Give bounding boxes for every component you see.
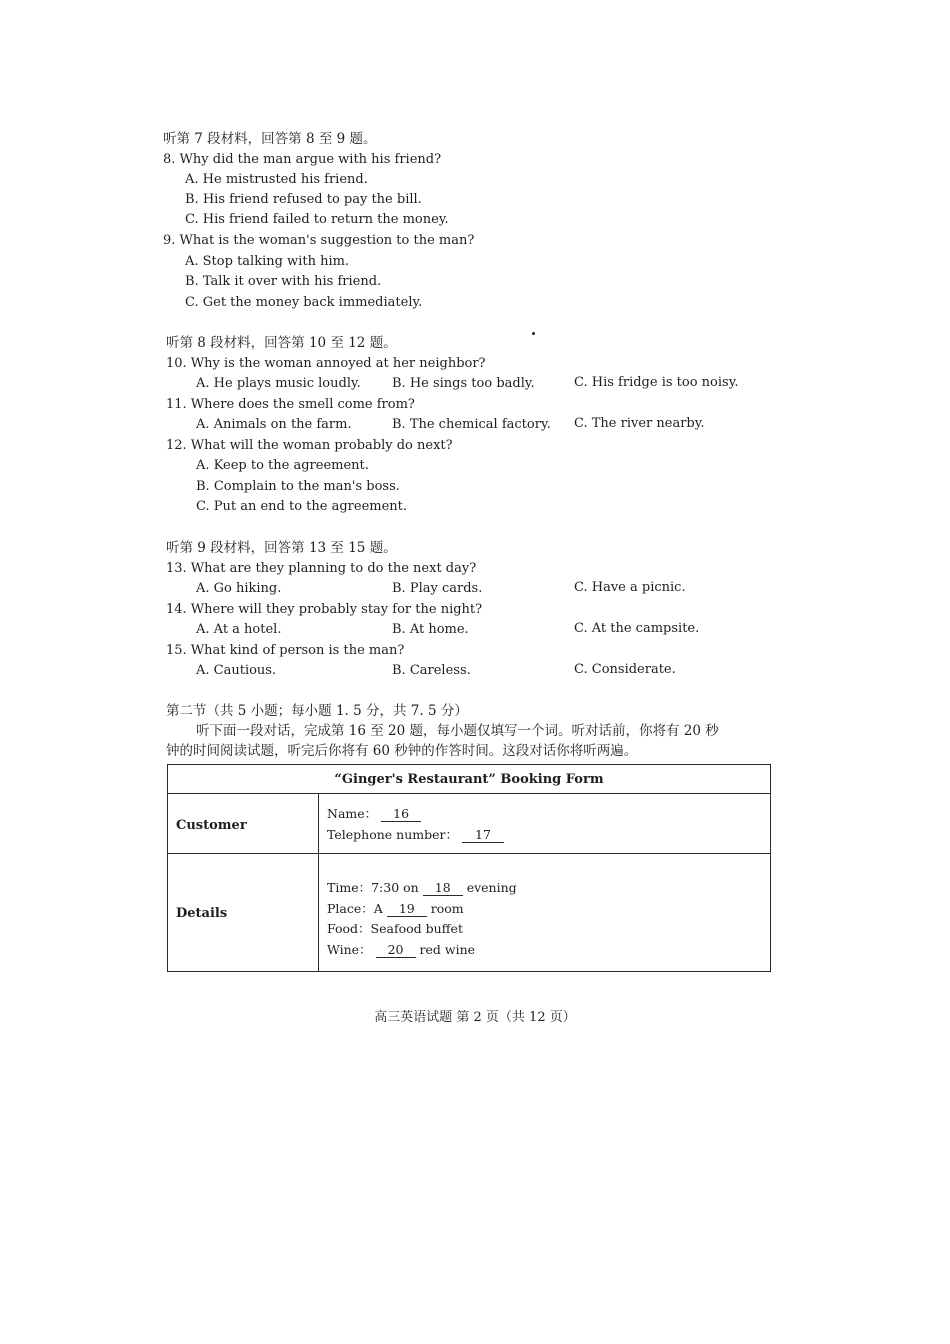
question-9-stem: 9. What is the woman's suggestion to the man?: [163, 233, 475, 248]
time-suffix: evening: [466, 880, 517, 895]
question-14-option-c: C. At the campsite.: [574, 621, 700, 636]
wine-blank: 20: [376, 943, 416, 958]
place-label: Place：A: [327, 901, 383, 916]
wine-field: [327, 942, 475, 958]
question-14-option-a: A. At a hotel.: [196, 622, 282, 637]
wine-suffix: red wine: [419, 942, 476, 957]
question-10-stem: 10. Why is the woman annoyed at her neighbor?: [166, 356, 486, 371]
section-7-header: 听第 7 段材料，回答第 8 至 9 题。: [163, 131, 377, 147]
telephone-field: [327, 827, 504, 843]
question-12-option-c: C. Put an end to the agreement.: [196, 499, 408, 514]
place-field: [327, 901, 464, 917]
page-footer: 高三英语试题 第 2 页（共 12 页）: [374, 1010, 576, 1025]
stray-ink-dot: [532, 332, 535, 335]
question-13-option-c: C. Have a picnic.: [574, 580, 686, 595]
customer-row: [168, 794, 770, 854]
question-10-option-b: B. He sings too badly.: [392, 376, 535, 391]
question-15-option-a: A. Cautious.: [196, 663, 277, 678]
name-blank: 16: [381, 807, 421, 822]
question-12-option-b: B. Complain to the man's boss.: [196, 479, 400, 494]
part-2-instruction-line-1: 听下面一段对话，完成第 16 至 20 题，每小题仅填写一个词。听对话前，你将有 20 秒: [196, 723, 719, 739]
question-12-stem: 12. What will the woman probably do next?: [166, 438, 453, 453]
wine-label: Wine：: [327, 942, 372, 957]
booking-form-title: “Ginger's Restaurant” Booking Form: [168, 765, 770, 794]
question-9-option-b: B. Talk it over with his friend.: [185, 274, 382, 289]
question-10-option-a: A. He plays music loudly.: [196, 376, 361, 391]
time-blank: 18: [423, 881, 463, 896]
question-11-option-c: C. The river nearby.: [574, 416, 705, 431]
question-8-option-b: B. His friend refused to pay the bill.: [185, 192, 422, 207]
question-13-option-b: B. Play cards.: [392, 581, 483, 596]
name-field: [327, 806, 421, 822]
question-15-option-c: C. Considerate.: [574, 662, 676, 677]
form-column-divider: [318, 794, 319, 971]
customer-label: Customer: [176, 818, 247, 833]
question-15-stem: 15. What kind of person is the man?: [166, 643, 405, 658]
place-blank: 19: [387, 902, 427, 917]
time-field: [327, 880, 517, 896]
question-11-stem: 11. Where does the smell come from?: [166, 397, 415, 412]
question-11-option-a: A. Animals on the farm.: [196, 417, 352, 432]
place-suffix: room: [430, 901, 464, 916]
section-9-header: 听第 9 段材料，回答第 13 至 15 题。: [166, 540, 397, 556]
question-8-option-a: A. He mistrusted his friend.: [185, 172, 368, 187]
question-14-option-b: B. At home.: [392, 622, 469, 637]
question-9-option-c: C. Get the money back immediately.: [185, 295, 423, 310]
details-label: Details: [176, 906, 228, 921]
question-8-stem: 8. Why did the man argue with his friend?: [163, 152, 442, 167]
question-9-option-a: A. Stop talking with him.: [185, 254, 350, 269]
telephone-blank: 17: [462, 828, 504, 843]
booking-form-table: [167, 764, 771, 972]
part-2-header: 第二节（共 5 小题；每小题 1. 5 分，共 7. 5 分）: [166, 703, 468, 719]
question-13-stem: 13. What are they planning to do the next day?: [166, 561, 477, 576]
telephone-label: Telephone number：: [327, 827, 458, 842]
question-13-option-a: A. Go hiking.: [196, 581, 282, 596]
part-2-instruction-line-2: 钟的时间阅读试题，听完后你将有 60 秒钟的作答时间。这段对话你将听两遍。: [166, 743, 638, 759]
question-14-stem: 14. Where will they probably stay for the night?: [166, 602, 483, 617]
question-12-option-a: A. Keep to the agreement.: [196, 458, 369, 473]
section-8-header: 听第 8 段材料，回答第 10 至 12 题。: [166, 335, 397, 351]
details-row: [168, 854, 770, 971]
question-10-option-c: C. His fridge is too noisy.: [574, 375, 739, 390]
question-15-option-b: B. Careless.: [392, 663, 471, 678]
question-11-option-b: B. The chemical factory.: [392, 417, 551, 432]
food-field: Food：Seafood buffet: [327, 921, 463, 936]
time-label: Time：7:30 on: [327, 880, 419, 895]
question-8-option-c: C. His friend failed to return the money.: [185, 212, 449, 227]
name-label: Name：: [327, 806, 378, 821]
